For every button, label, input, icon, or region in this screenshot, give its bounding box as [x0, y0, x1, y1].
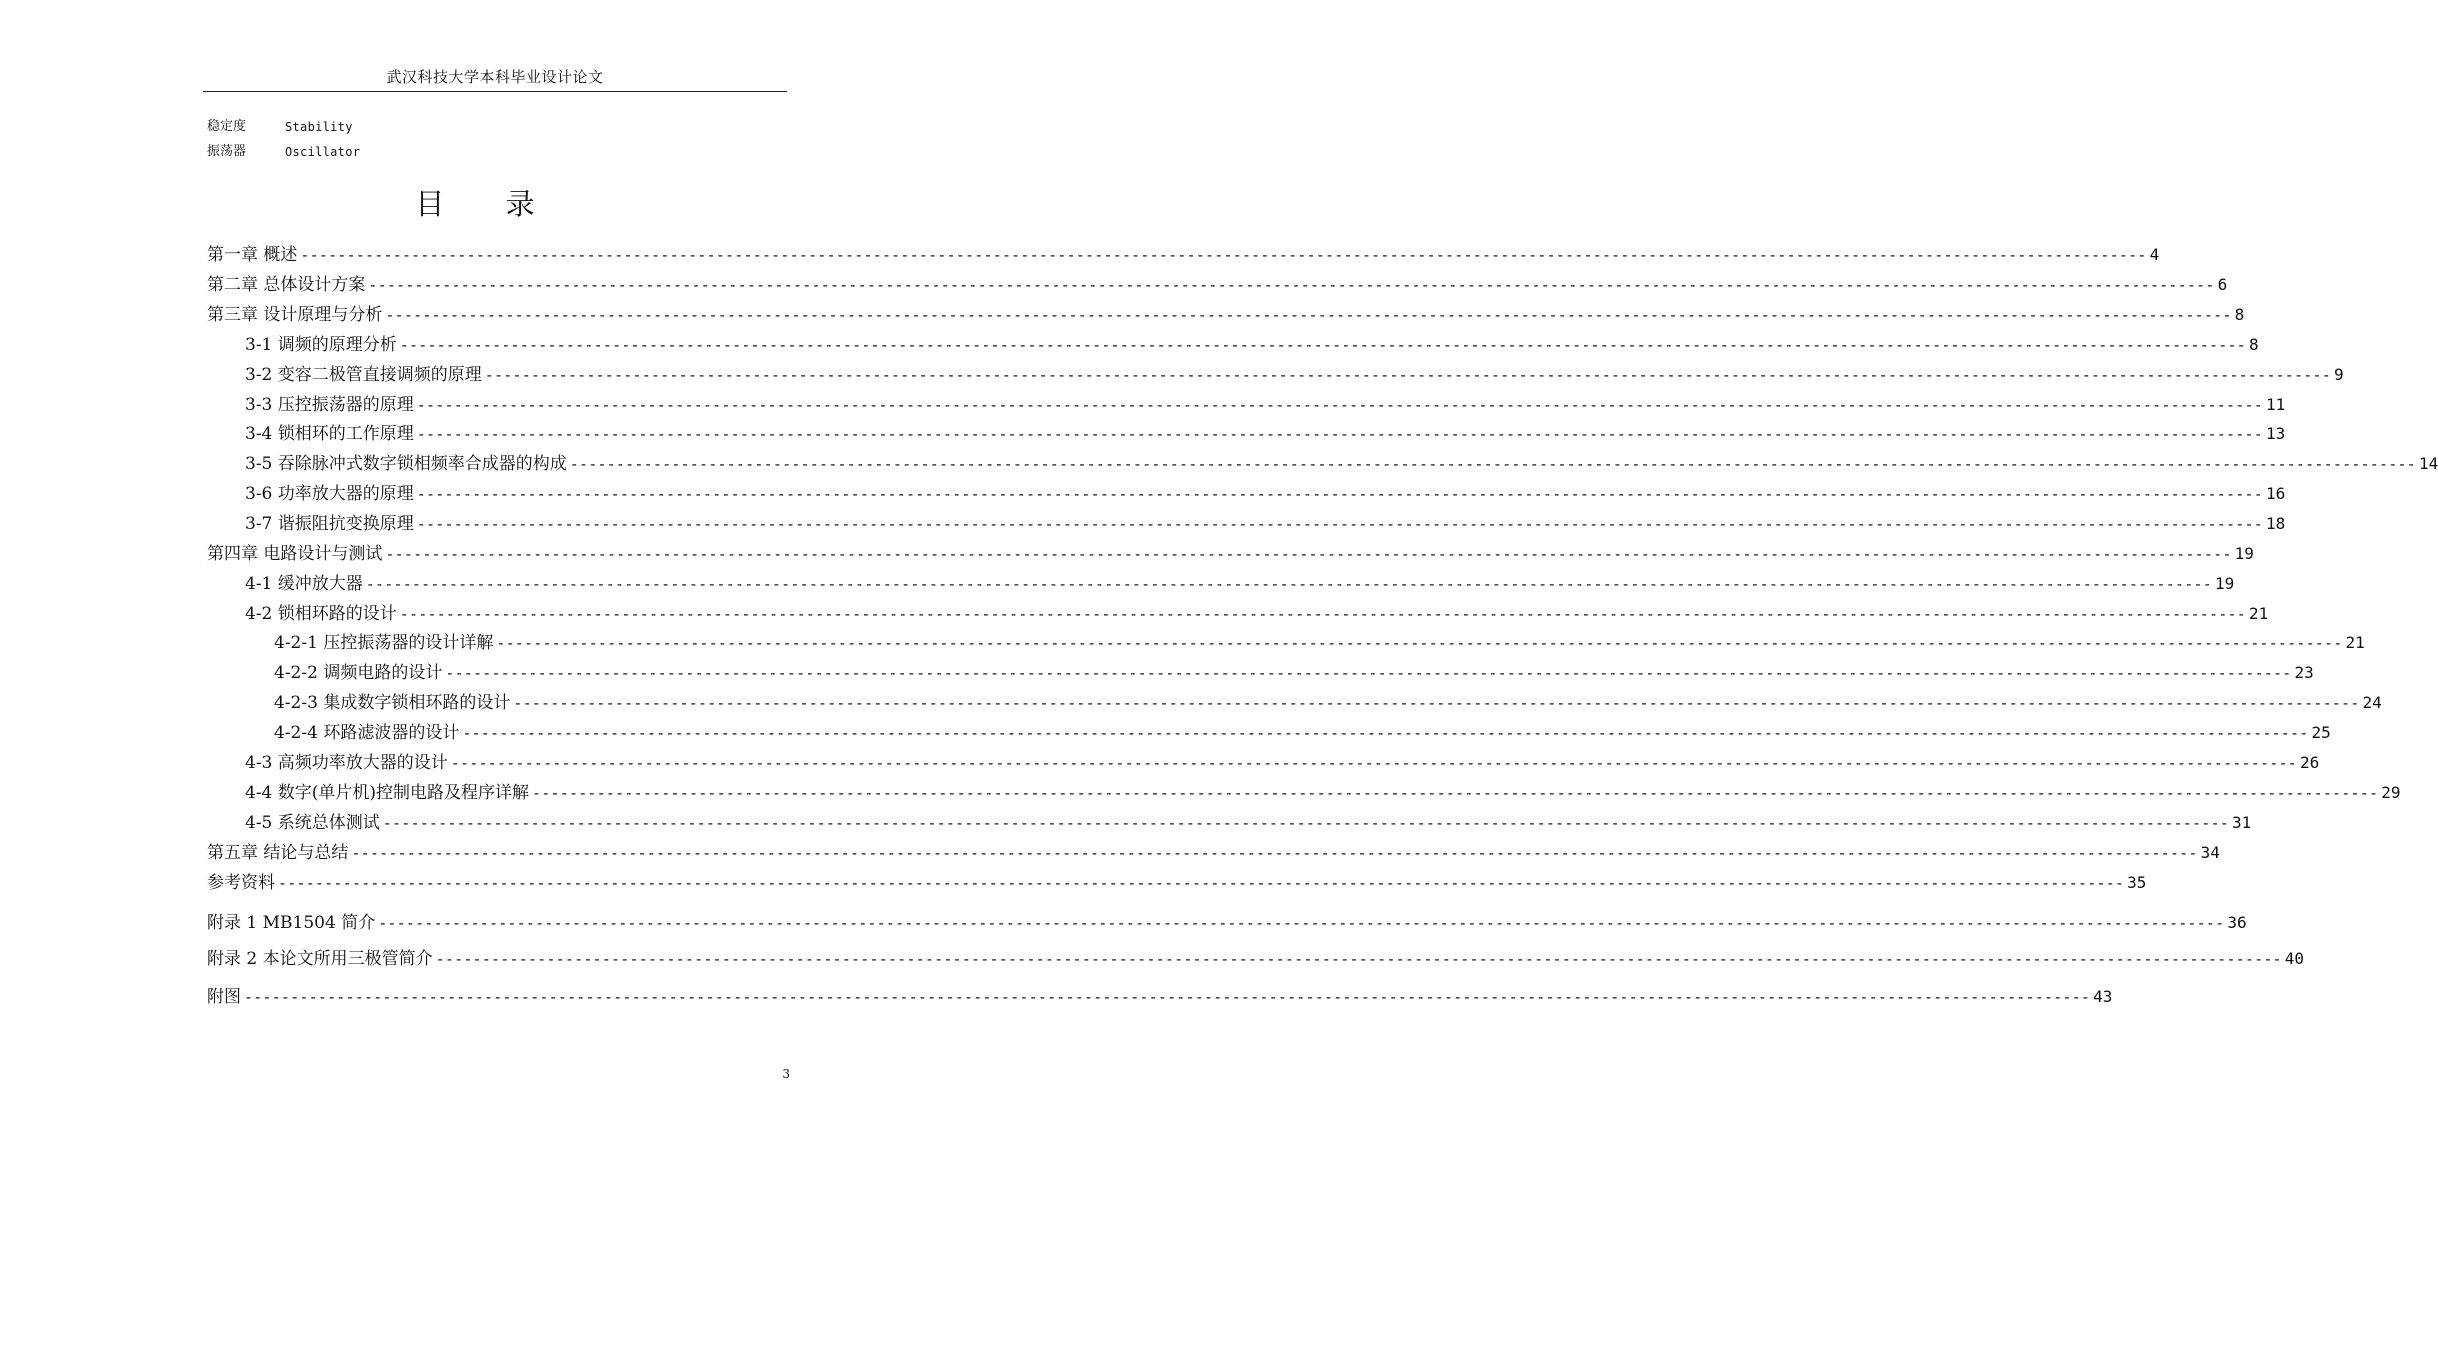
toc-entry	[207, 841, 2220, 865]
toc-entry	[207, 303, 2245, 327]
toc-entry	[207, 911, 2247, 935]
toc-dot-leader: --------------------------------------------------------------------------------------------------------------------------------------------------------------------------------------------------------	[399, 605, 2246, 623]
toc-entry-label: 3-1 调频的原理分析	[245, 335, 397, 355]
toc-dot-leader: --------------------------------------------------------------------------------------------------------------------------------------------------------------------------------------------------------	[416, 515, 2263, 533]
toc-entry-label: 4-4 数字(单片机)控制电路及程序详解	[245, 783, 530, 803]
toc-entry-label: 附录 1 MB1504 简介	[207, 913, 376, 933]
glossary-term: 振荡器	[207, 144, 247, 159]
toc-dot-leader: --------------------------------------------------------------------------------------------------------------------------------------------------------------------------------------------------------	[462, 724, 2309, 742]
toc-entry-label: 附图	[207, 987, 241, 1007]
toc-entry	[245, 811, 2252, 835]
toc-entry	[245, 393, 2286, 417]
toc-entry-page: 19	[2214, 574, 2235, 593]
toc-entry-label: 4-1 缓冲放大器	[245, 574, 363, 594]
toc-entry-page: 9	[2333, 365, 2344, 384]
toc-entry-label: 第一章 概述	[207, 245, 298, 265]
toc-dot-leader: --------------------------------------------------------------------------------------------------------------------------------------------------------------------------------------------------------	[416, 425, 2263, 443]
toc-entry-page: 13	[2265, 424, 2286, 443]
toc-entry-label: 附录 2 本论文所用三极管简介	[207, 949, 433, 969]
toc-entry	[245, 422, 2286, 446]
toc-entry	[207, 871, 2147, 895]
toc-entry-label: 参考资料	[207, 873, 275, 893]
toc-entry	[245, 482, 2286, 506]
toc-dot-leader: --------------------------------------------------------------------------------------------------------------------------------------------------------------------------------------------------------	[399, 336, 2246, 354]
toc-entry-page: 26	[2299, 753, 2320, 772]
toc-entry-page: 40	[2284, 949, 2305, 968]
toc-entry	[245, 572, 2235, 596]
toc-entry-page: 29	[2381, 783, 2401, 802]
toc-entry	[245, 363, 2344, 387]
toc-entry	[207, 243, 2160, 267]
toc-dot-leader: --------------------------------------------------------------------------------------------------------------------------------------------------------------------------------------------------------	[378, 914, 2225, 932]
toc-entry-page: 21	[2345, 633, 2365, 652]
toc-dot-leader: --------------------------------------------------------------------------------------------------------------------------------------------------------------------------------------------------------	[513, 694, 2360, 712]
toc-dot-leader: --------------------------------------------------------------------------------------------------------------------------------------------------------------------------------------------------------	[351, 844, 2198, 862]
toc-dot-leader: --------------------------------------------------------------------------------------------------------------------------------------------------------------------------------------------------------	[416, 396, 2263, 414]
glossary-term: 稳定度	[207, 119, 247, 134]
toc-entry	[245, 333, 2259, 357]
toc-entry-label: 第五章 结论与总结	[207, 843, 349, 863]
toc-entry-page: 6	[2217, 275, 2228, 294]
toc-entry-label: 3-4 锁相环的工作原理	[245, 424, 414, 444]
toc-dot-leader: --------------------------------------------------------------------------------------------------------------------------------------------------------------------------------------------------------	[435, 950, 2282, 968]
toc-entry-page: 34	[2200, 843, 2220, 862]
toc-entry-label: 4-2-2 调频电路的设计	[274, 663, 443, 683]
toc-entry-label: 3-5 吞除脉冲式数字锁相频率合成器的构成	[245, 454, 567, 474]
toc-entry	[207, 273, 2228, 297]
toc-entry	[245, 512, 2286, 536]
page-number: 3	[782, 1067, 790, 1081]
toc-entry	[274, 661, 2314, 685]
toc-dot-leader: --------------------------------------------------------------------------------------------------------------------------------------------------------------------------------------------------------	[385, 306, 2232, 324]
toc-entry-page: 14	[2418, 454, 2438, 473]
toc-entry-page: 25	[2311, 723, 2331, 742]
toc-dot-leader: --------------------------------------------------------------------------------------------------------------------------------------------------------------------------------------------------------	[382, 814, 2229, 832]
toc-entry	[274, 691, 2382, 715]
glossary-english: Stability	[285, 120, 353, 134]
toc-entry-label: 4-5 系统总体测试	[245, 813, 380, 833]
toc-entry-label: 第四章 电路设计与测试	[207, 544, 383, 564]
toc-entry-label: 3-6 功率放大器的原理	[245, 484, 414, 504]
toc-entry-label: 4-3 高频功率放大器的设计	[245, 753, 448, 773]
toc-entry-page: 11	[2265, 395, 2286, 414]
toc-entry-label: 3-2 变容二极管直接调频的原理	[245, 365, 482, 385]
toc-entry-page: 36	[2227, 913, 2247, 932]
toc-entry-page: 23	[2294, 663, 2314, 682]
toc-entry-label: 4-2-3 集成数字锁相环路的设计	[274, 693, 511, 713]
toc-entry-page: 31	[2231, 813, 2252, 832]
toc-entry	[245, 452, 2438, 476]
toc-entry-label: 4-2 锁相环路的设计	[245, 604, 397, 624]
toc-dot-leader: --------------------------------------------------------------------------------------------------------------------------------------------------------------------------------------------------------	[450, 754, 2297, 772]
toc-entry-label: 第三章 设计原理与分析	[207, 305, 383, 325]
toc-dot-leader: --------------------------------------------------------------------------------------------------------------------------------------------------------------------------------------------------------	[445, 664, 2292, 682]
toc-dot-leader: --------------------------------------------------------------------------------------------------------------------------------------------------------------------------------------------------------	[416, 485, 2263, 503]
toc-entry-page: 19	[2234, 544, 2254, 563]
toc-entry-label: 4-2-4 环路滤波器的设计	[274, 723, 460, 743]
toc-dot-leader: --------------------------------------------------------------------------------------------------------------------------------------------------------------------------------------------------------	[532, 784, 2379, 802]
toc-dot-leader: --------------------------------------------------------------------------------------------------------------------------------------------------------------------------------------------------------	[365, 575, 2212, 593]
glossary-english: Oscillator	[285, 145, 361, 159]
page-header-title: 武汉科技大学本科毕业设计论文	[386, 68, 604, 86]
toc-entry	[245, 602, 2269, 626]
toc-dot-leader: --------------------------------------------------------------------------------------------------------------------------------------------------------------------------------------------------------	[300, 246, 2147, 264]
toc-entry-label: 3-3 压控振荡器的原理	[245, 395, 414, 415]
toc-entry	[245, 751, 2320, 775]
toc-dot-leader: --------------------------------------------------------------------------------------------------------------------------------------------------------------------------------------------------------	[569, 455, 2416, 473]
toc-dot-leader: --------------------------------------------------------------------------------------------------------------------------------------------------------------------------------------------------------	[244, 988, 2091, 1006]
toc-entry	[274, 631, 2365, 655]
toc-dot-leader: --------------------------------------------------------------------------------------------------------------------------------------------------------------------------------------------------------	[484, 366, 2331, 384]
toc-entry-page: 43	[2093, 987, 2113, 1006]
toc-dot-leader: --------------------------------------------------------------------------------------------------------------------------------------------------------------------------------------------------------	[368, 276, 2215, 294]
toc-entry-page: 8	[2248, 335, 2259, 354]
toc-entry-label: 3-7 谐振阻抗变换原理	[245, 514, 414, 534]
toc-entry-page: 4	[2149, 245, 2160, 264]
toc-dot-leader: --------------------------------------------------------------------------------------------------------------------------------------------------------------------------------------------------------	[278, 874, 2125, 892]
toc-dot-leader: --------------------------------------------------------------------------------------------------------------------------------------------------------------------------------------------------------	[385, 545, 2232, 563]
toc-dot-leader: --------------------------------------------------------------------------------------------------------------------------------------------------------------------------------------------------------	[496, 634, 2343, 652]
toc-entry	[207, 542, 2254, 566]
toc-entry-page: 18	[2265, 514, 2286, 533]
toc-entry-label: 第二章 总体设计方案	[207, 275, 366, 295]
toc-entry	[207, 985, 2113, 1009]
toc-entry	[274, 721, 2331, 745]
toc-entry-page: 24	[2362, 693, 2382, 712]
toc-entry	[207, 947, 2305, 971]
toc-entry-page: 16	[2265, 484, 2286, 503]
toc-entry	[245, 781, 2401, 805]
toc-title: 目 录	[415, 187, 561, 221]
toc-entry-label: 4-2-1 压控振荡器的设计详解	[274, 633, 494, 653]
toc-entry-page: 35	[2127, 873, 2147, 892]
toc-entry-page: 8	[2234, 305, 2245, 324]
toc-entry-page: 21	[2248, 604, 2269, 623]
